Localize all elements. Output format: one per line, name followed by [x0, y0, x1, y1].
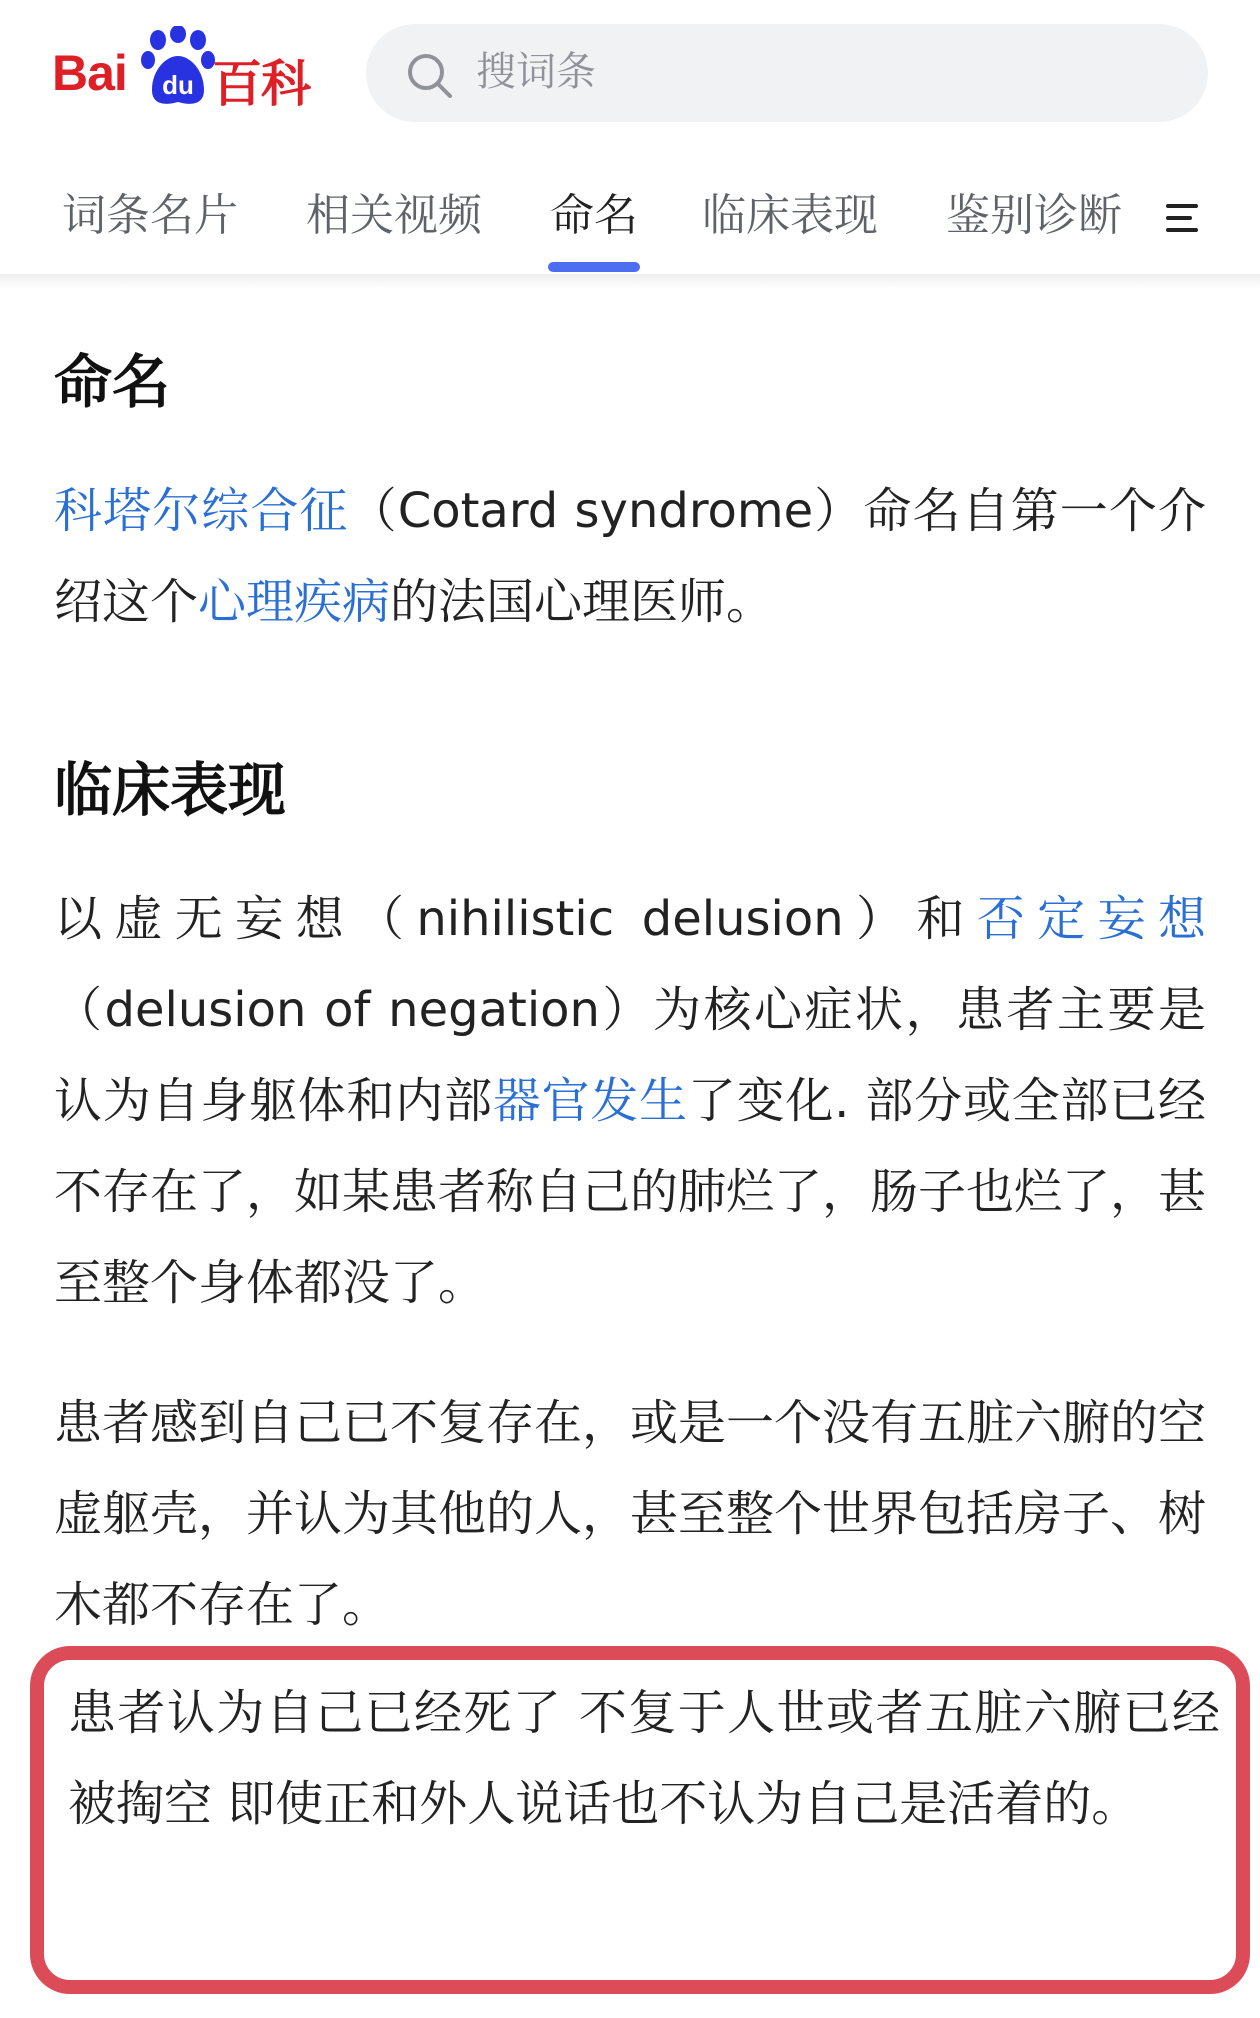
link-delusion-of-negation[interactable]: 否定妄想	[976, 891, 1206, 947]
tabs-divider	[0, 274, 1260, 288]
link-organ-change[interactable]: 器官发生	[492, 1073, 688, 1129]
baidu-baike-logo[interactable]	[52, 26, 314, 112]
section-title-naming: 命名	[54, 348, 171, 416]
paw-logo-icon	[138, 26, 216, 108]
tab-naming[interactable]: 命名	[550, 190, 638, 241]
tab-clinical-manifestation[interactable]: 临床表现	[702, 190, 878, 241]
tab-entry-card[interactable]: 词条名片	[62, 190, 238, 241]
search-icon	[404, 50, 454, 100]
paragraph-naming	[54, 466, 1206, 648]
search-input[interactable]: 搜词条	[476, 49, 596, 95]
link-cotard-syndrome[interactable]: 科塔尔综合征	[54, 483, 349, 539]
highlight-annotation-box	[30, 1646, 1250, 1994]
logo-du-text: du	[162, 70, 194, 100]
tab-differential-diagnosis[interactable]: 鉴别诊断	[946, 190, 1122, 241]
section-tabs	[0, 168, 1260, 276]
paragraph-clinical-1	[54, 874, 1206, 1329]
paragraph-clinical-3: 患者认为自己已经死了 不复于人世或者五脏六腑已经被掏空 即使正和外人说话也不认为自己是活着的。	[68, 1685, 1220, 1832]
paragraph-text: 以虚无妄想（nihilistic delusion）和	[54, 891, 977, 947]
paragraph-text: （delusion of negation）为核心症状，患者主要是认为自身躯体和内部	[54, 982, 1206, 1129]
paragraph-clinical-2: 患者感到自己已不复存在，或是一个没有五脏六腑的空虚躯壳，并认为其他的人，甚至整个世界包括房子、树木都不存在了。	[54, 1395, 1207, 1633]
search-bar[interactable]	[366, 24, 1208, 122]
tab-related-videos[interactable]: 相关视频	[306, 190, 482, 241]
section-title-clinical: 临床表现	[54, 756, 287, 824]
menu-icon[interactable]	[1164, 198, 1204, 238]
paragraph-text: （Cotard syndrome）命名自第一个介绍这个	[54, 483, 1206, 630]
link-mental-illness[interactable]: 心理疾病	[198, 574, 391, 630]
header	[0, 0, 1260, 150]
logo-text-baike: 百科	[212, 56, 310, 112]
active-tab-indicator	[548, 262, 640, 272]
logo-text-bai: Bai	[52, 45, 127, 101]
paragraph-text: 的法国心理医师。	[390, 574, 775, 630]
paragraph-text: 了变化. 部分或全部已经不存在了，如某患者称自己的肺烂了，肠子也烂了，甚至整个身体都没了。	[54, 1073, 1207, 1311]
